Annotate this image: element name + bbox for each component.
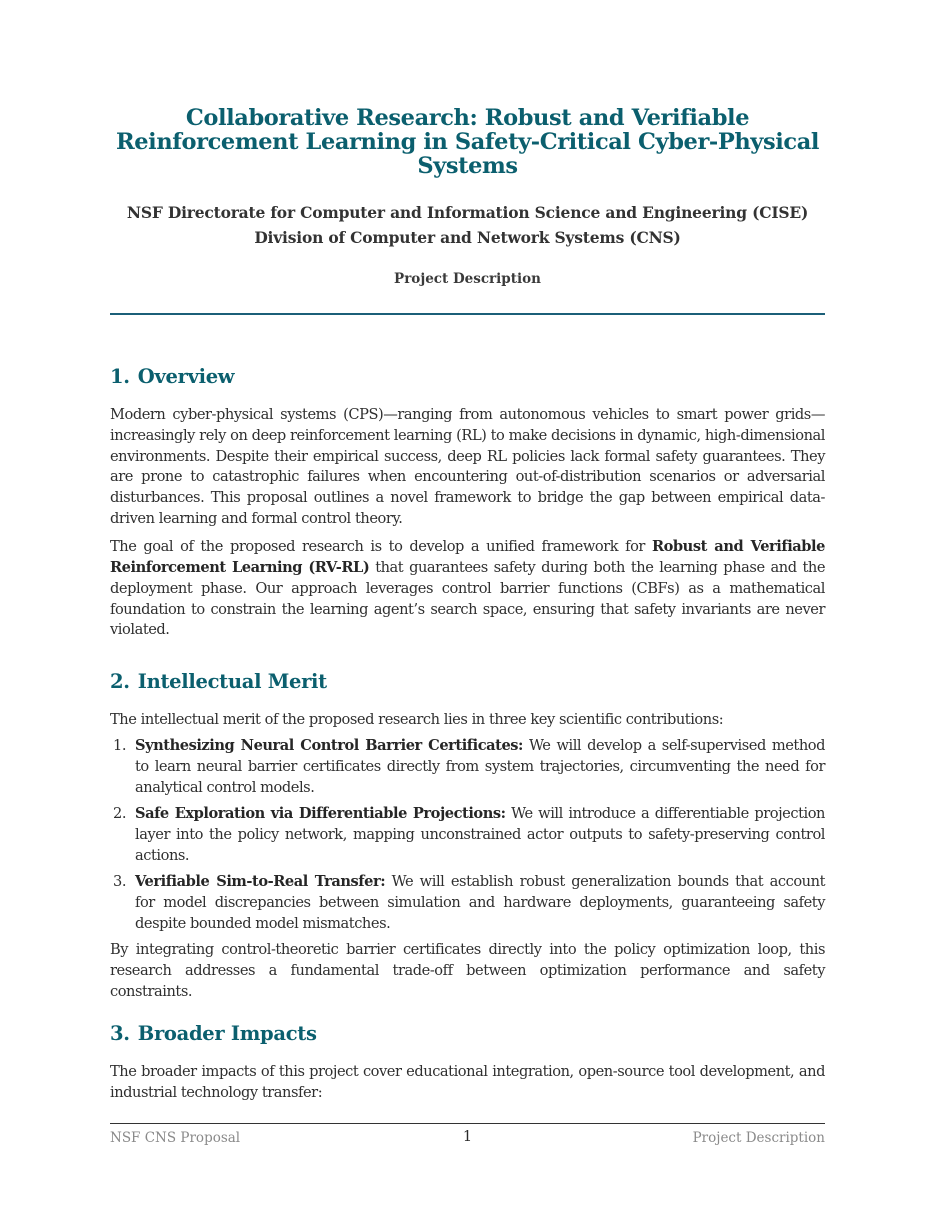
contribution-item [110, 804, 825, 866]
section-intellectual-merit [110, 670, 825, 1002]
document-title: Collaborative Research: Robust and Verifiable Reinforcement Learning in Safety-Critical Cyber-Physical Systems [115, 105, 820, 179]
rv-rl-term: Robust and Verifiable Reinforcement Learning (RV-RL) [110, 538, 825, 577]
footer-left-label: NSF CNS Proposal [110, 1130, 241, 1146]
section-number: 2. [110, 670, 130, 693]
page-footer [110, 1130, 825, 1150]
section-broader-impacts [110, 1022, 825, 1104]
contribution-text: We will introduce a differentiable projection layer into the policy network, mapping unconstrained actor outputs to safety-preserving control actions. [135, 805, 826, 864]
section-overview [110, 365, 825, 641]
contribution-title: Synthesizing Neural Control Barrier Certificates: [135, 737, 523, 755]
contribution-text: We will establish robust generalization bounds that account for model discrepancies between simulation and hardware deployments, guaranteeing safety despite bounded model mismatches. [135, 873, 825, 932]
overview-p2-text-end: that guarantees safety during both the learning phase and the deployment phase. Our approach leverages control barrier functions (CBFs) as a mathematical foundation to constrain the learning agent’s search space, ensuring that safety invariants are never violated. [110, 559, 826, 639]
contribution-text: We will develop a self-supervised method to learn neural barrier certificates directly from system trajectories, circumventing the need for analytical control models. [135, 737, 825, 796]
document-subtitle [110, 200, 825, 250]
contribution-number: 1. [113, 737, 127, 755]
merit-intro: The intellectual merit of the proposed research lies in three key scientific contributions: [110, 711, 724, 728]
overview-p2-text-start: The goal of the proposed research is to develop a unified framework for [110, 538, 652, 556]
page-number: 1 [462, 1129, 473, 1145]
section-title: Overview [137, 365, 235, 388]
document-type-label: Project Description [394, 271, 541, 287]
contribution-list [110, 736, 825, 934]
section-number: 3. [110, 1022, 130, 1045]
subtitle-directorate: NSF Directorate for Computer and Information Science and Engineering (CISE) [126, 203, 809, 222]
document-page [110, 0, 825, 1210]
impacts-intro: The broader impacts of this project cover educational integration, open-source tool development, and industrial technology transfer: [110, 1063, 825, 1101]
footer-divider [110, 1123, 825, 1124]
contribution-title: Verifiable Sim-to-Real Transfer: [135, 873, 386, 891]
contribution-number: 3. [113, 873, 127, 891]
section-title: Broader Impacts [137, 1022, 317, 1045]
section-heading-overview [110, 365, 825, 389]
section-heading-impacts [110, 1022, 825, 1046]
section-number: 1. [110, 365, 130, 388]
merit-closing: By integrating control-theoretic barrier certificates directly into the policy optimization loop, this research addresses a fundamental trade-off between optimization performance and safety constraints. [110, 940, 825, 1000]
section-heading-merit [110, 670, 825, 694]
overview-paragraph-2 [110, 537, 825, 641]
header-divider [110, 313, 825, 315]
contribution-item [110, 872, 825, 934]
contribution-number: 2. [113, 805, 127, 823]
footer-right-label: Project Description [692, 1130, 825, 1146]
overview-paragraph-1: Modern cyber-physical systems (CPS)—ranging from autonomous vehicles to smart power grids—increasingly rely on deep reinforcement learning (RL) to make decisions in dynamic, high-dimensional environments. Despite their empirical success, deep RL policies lack formal safety guarantees. They are prone to catastrophic failures when encountering out-of-distribution scenarios or adversarial disturbances. This proposal outlines a novel framework to bridge the gap between empirical data-driven learning and formal control theory. [110, 406, 825, 527]
subtitle-division: Division of Computer and Network Systems (CNS) [254, 228, 681, 247]
contribution-item [110, 736, 825, 798]
contribution-title: Safe Exploration via Differentiable Projections: [135, 805, 506, 823]
section-title: Intellectual Merit [137, 670, 327, 693]
